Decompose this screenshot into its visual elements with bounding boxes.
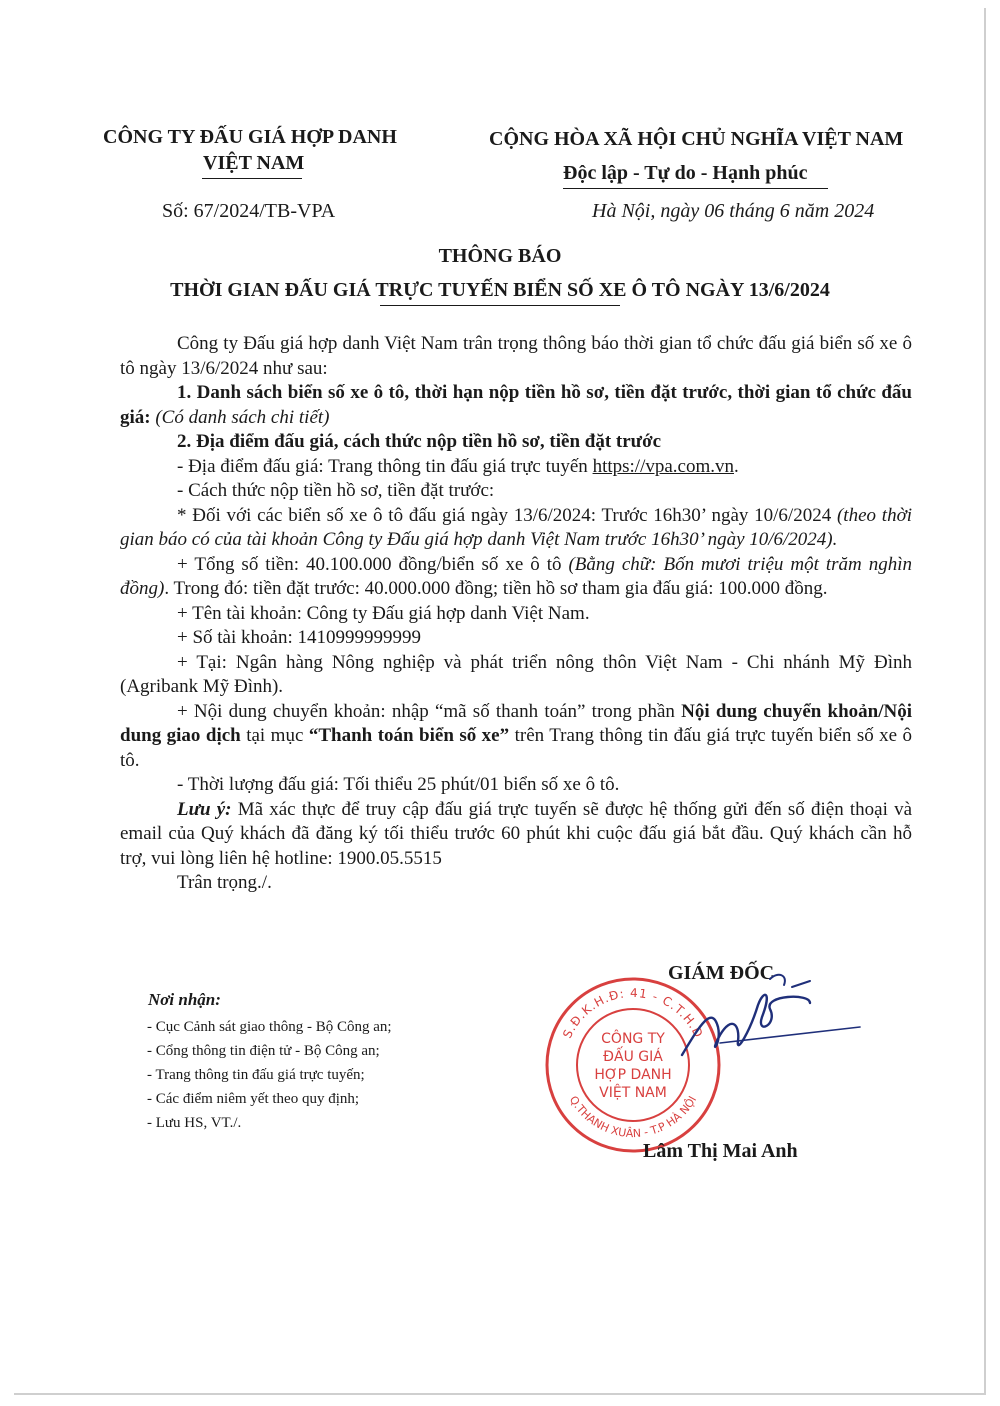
deadline-paragraph: [120, 504, 912, 553]
date-place: Hà Nội, ngày 06 tháng 6 năm 2024: [592, 200, 875, 222]
motto-underline: [563, 188, 828, 189]
notice-body: [120, 332, 912, 896]
auction-duration: - Thời lượng đấu giá: Tối thiểu 25 phút/01 biển số xe ô tô.: [177, 774, 620, 795]
title-underline: [380, 305, 620, 306]
closing-line: Trân trọng./.: [177, 872, 272, 893]
transfer-content: + Nội dung chuyển khoản: nhập “mã số thanh toán” trong phần Nội dung chuyển khoản/Nội dung giao dịch tại mục “Thanh toán biển số xe” trên Trang thông tin đấu giá trực tuyến biển số xe ô tô.: [120, 700, 913, 771]
recipients-heading: Nơi nhận:: [148, 990, 221, 1009]
note-paragraph: [120, 798, 912, 872]
auction-location: - Địa điểm đấu giá: Trang thông tin đấu giá trực tuyến https://vpa.com.vn.: [177, 455, 739, 477]
recipient-item: - Các điểm niêm yết theo quy định;: [147, 1091, 360, 1107]
amount-in-words: (Bằng chữ: Bốn mươi triệu một trăm nghìn đồng): [120, 553, 912, 599]
document-number: Số: 67/2024/TB-VPA: [162, 200, 336, 222]
handwritten-signature: [660, 965, 870, 1075]
note-text: Mã xác thực để truy cập đấu giá trực tuyến sẽ được hệ thống gửi đến số điện thoại và email của Quý khách đã đăng ký tối thiểu trước 60 phút khi cuộc đấu giá bắt đầu. Quý khách cần hỗ trợ, vui lòng liên hệ hotline: 1900.05.5515: [120, 798, 912, 869]
nation-heading: CỘNG HÒA XÃ HỘI CHỦ NGHĨA VIỆT NAM: [489, 128, 904, 150]
section-1-heading: 1. Danh sách biển số xe ô tô, thời hạn nộp tiền hồ sơ, tiền đặt trước, thời gian tổ chức đấu giá:: [120, 382, 912, 428]
intro-paragraph: Công ty Đấu giá hợp danh Việt Nam trân trọng thông báo thời gian tổ chức đấu giá biển số xe ô tô ngày 13/6/2024 như sau:: [120, 333, 912, 379]
payment-method: - Cách thức nộp tiền hồ sơ, tiền đặt trước:: [177, 480, 495, 501]
org-name-line2: VIỆT NAM: [203, 152, 305, 174]
account-number: + Số tài khoản: 1410999999999: [177, 627, 421, 648]
svg-text:S.Đ.K.H.Đ: 41 - C.T.H.D: S.Đ.K.H.Đ: 41 - C.T.H.D: [560, 985, 706, 1041]
bank-name: + Tại: Ngân hàng Nông nghiệp và phát triển nông thôn Việt Nam - Chi nhánh Mỹ Đình (Agribank Mỹ Đình).: [120, 651, 912, 697]
svg-text:CÔNG TY: CÔNG TY: [601, 1031, 665, 1047]
deadline-text: * Đối với các biển số xe ô tô đấu giá ngày 13/6/2024: Trước 16h30’ ngày 10/6/2024: [177, 504, 832, 526]
signer-name: Lâm Thị Mai Anh: [643, 1140, 798, 1162]
svg-text:VIỆT NAM: VIỆT NAM: [599, 1085, 667, 1101]
website-link[interactable]: https://vpa.com.vn: [592, 455, 734, 477]
section-2-heading: 2. Địa điểm đấu giá, cách thức nộp tiền hồ sơ, tiền đặt trước: [177, 431, 662, 452]
nation-motto: Độc lập - Tự do - Hạnh phúc: [563, 162, 808, 184]
svg-text:HỢP DANH: HỢP DANH: [594, 1067, 672, 1083]
total-paragraph: + Tổng số tiền: 40.100.000 đồng/biển số xe ô tô (Bằng chữ: Bốn mươi triệu một trăm nghìn đồng). Trong đó: tiền đặt trước: 40.000.000 đồng; tiền hồ sơ tham gia đấu giá: 100.000 đồng.: [120, 553, 912, 599]
signer-title: GIÁM ĐỐC: [668, 962, 775, 984]
svg-text:ĐẤU GIÁ: ĐẤU GIÁ: [603, 1049, 663, 1065]
note-label: Lưu ý:: [177, 798, 232, 820]
org-name-line1: CÔNG TY ĐẤU GIÁ HỢP DANH: [103, 126, 397, 148]
recipient-item: - Lưu HS, VT./.: [147, 1115, 242, 1131]
section-1: [120, 381, 912, 430]
deadline-note: (theo thời gian báo có của tài khoản Công ty Đấu giá hợp danh Việt Nam trước 16h30’ ngày 10/6/2024).: [120, 504, 912, 550]
org-underline: [202, 178, 302, 179]
recipient-item: - Cổng thông tin điện tử - Bộ Công an;: [147, 1043, 380, 1059]
account-name: + Tên tài khoản: Công ty Đấu giá hợp danh Việt Nam.: [177, 602, 590, 624]
svg-text:Q.THANH XUÂN - T.P HÀ NỘI: Q.THANH XUÂN - T.P HÀ NỘI: [566, 1093, 700, 1141]
notice-subtitle: THỜI GIAN ĐẤU GIÁ TRỰC TUYẾN BIỂN SỐ XE Ô TÔ NGÀY 13/6/2024: [170, 279, 830, 301]
recipient-item: - Cục Cảnh sát giao thông - Bộ Công an;: [147, 1019, 392, 1035]
recipients-list: [147, 1017, 392, 1133]
section-1-note: (Có danh sách chi tiết): [155, 406, 330, 428]
recipient-item: - Trang thông tin đấu giá trực tuyến;: [147, 1067, 365, 1083]
notice-title: THÔNG BÁO: [438, 245, 562, 267]
